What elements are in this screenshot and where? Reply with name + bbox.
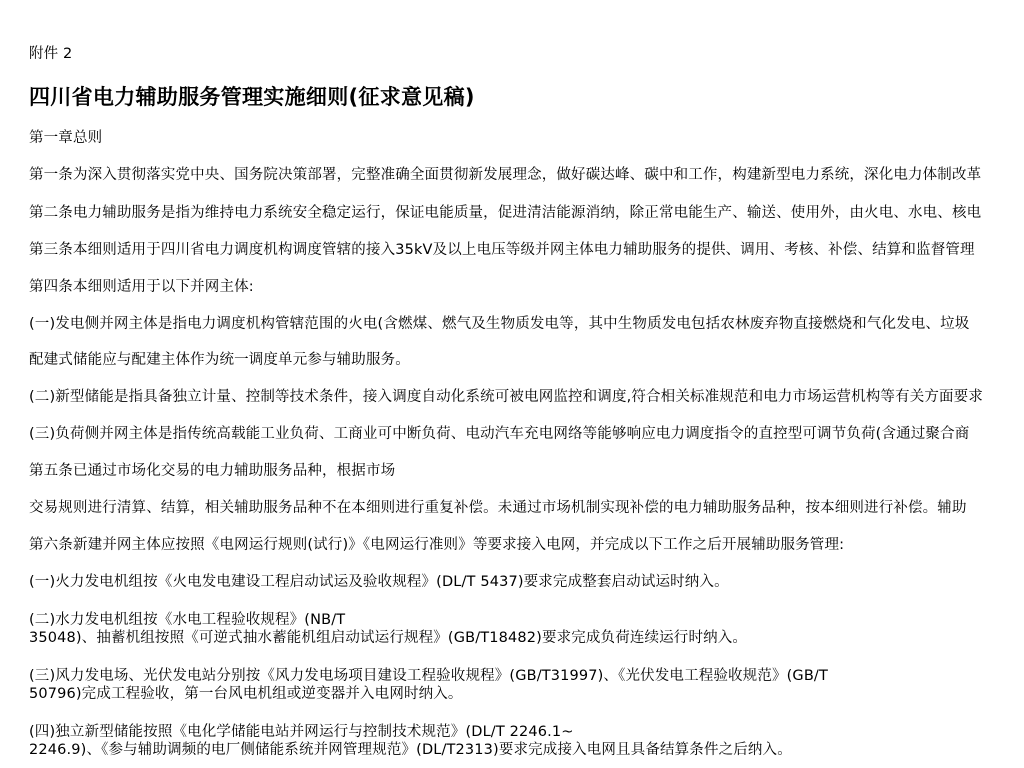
chapter-heading: 第一章总则 [29, 130, 103, 146]
article-6: 第六条新建并网主体应按照《电网运行规则(试行)》《电网运行准则》等要求接入电网，并完成以下工作之后开展辅助服务管理: [29, 537, 845, 553]
document-title: 四川省电力辅助服务管理实施细则(征求意见稿) [29, 85, 475, 109]
article-2: 第二条电力辅助服务是指为维持电力系统安全稳定运行，保证电能质量，促进清洁能源消纳，除正常电能生产、输送、使用外，由火电、水电、核电 [29, 205, 982, 221]
article-6-item-4: (四)独立新型储能按照《电化学储能电站并网运行与控制技术规范》(DL/T 2246.1~ [29, 724, 574, 740]
article-6-item-2: (二)水力发电机组按《水电工程验收规程》(NB/T [29, 612, 346, 628]
article-4-item-3: (三)负荷侧并网主体是指传统高载能工业负荷、工商业可中断负荷、电动汽车充电网络等能够响应电力调度指令的直控型可调节负荷(含通过聚合商 [29, 426, 970, 442]
article-5: 第五条已通过市场化交易的电力辅助服务品种，根据市场 [29, 463, 396, 479]
article-3: 第三条本细则适用于四川省电力调度机构调度管辖的接入35kV及以上电压等级并网主体电力辅助服务的提供、调用、考核、补偿、结算和监督管理 [29, 242, 975, 258]
article-6-item-3-cont: 50796)完成工程验收，第一台风电机组或逆变器并入电网时纳入。 [29, 686, 463, 702]
article-4-item-1-cont: 配建式储能应与配建主体作为统一调度单元参与辅助服务。 [29, 352, 410, 368]
article-4-item-2: (二)新型储能是指具备独立计量、控制等技术条件，接入调度自动化系统可被电网监控和调度,符合相关标准规范和电力市场运营机构等有关方面要求 [29, 389, 983, 405]
article-1: 第一条为深入贯彻落实党中央、国务院决策部署，完整准确全面贯彻新发展理念，做好碳达峰、碳中和工作，构建新型电力系统，深化电力体制改革 [29, 167, 982, 183]
article-6-item-4-cont: 2246.9)、《参与辅助调频的电厂侧储能系统并网管理规范》(DL/T2313)要求完成接入电网且具备结算条件之后纳入。 [29, 742, 792, 758]
article-6-item-3: (三)风力发电场、光伏发电站分别按《风力发电场项目建设工程验收规程》(GB/T31997)、《光伏发电工程验收规范》(GB/T [29, 668, 828, 684]
article-4: 第四条本细则适用于以下并网主体: [29, 279, 254, 295]
article-6-item-1: (一)火力发电机组按《火电发电建设工程启动试运及验收规程》(DL/T 5437)要求完成整套启动试运时纳入。 [29, 574, 729, 590]
attachment-label: 附件 2 [29, 46, 73, 62]
article-6-item-2-cont: 35048)、抽蓄机组按照《可逆式抽水蓄能机组启动试运行规程》(GB/T18482)要求完成负荷连续运行时纳入。 [29, 630, 748, 646]
article-5-cont: 交易规则进行清算、结算，相关辅助服务品种不在本细则进行重复补偿。未通过市场机制实现补偿的电力辅助服务品种，按本细则进行补偿。辅助 [29, 500, 967, 516]
article-4-item-1: (一)发电侧并网主体是指电力调度机构管辖范围的火电(含燃煤、燃气及生物质发电等，其中生物质发电包括农林废弃物直接燃烧和气化发电、垃圾 [29, 316, 970, 332]
